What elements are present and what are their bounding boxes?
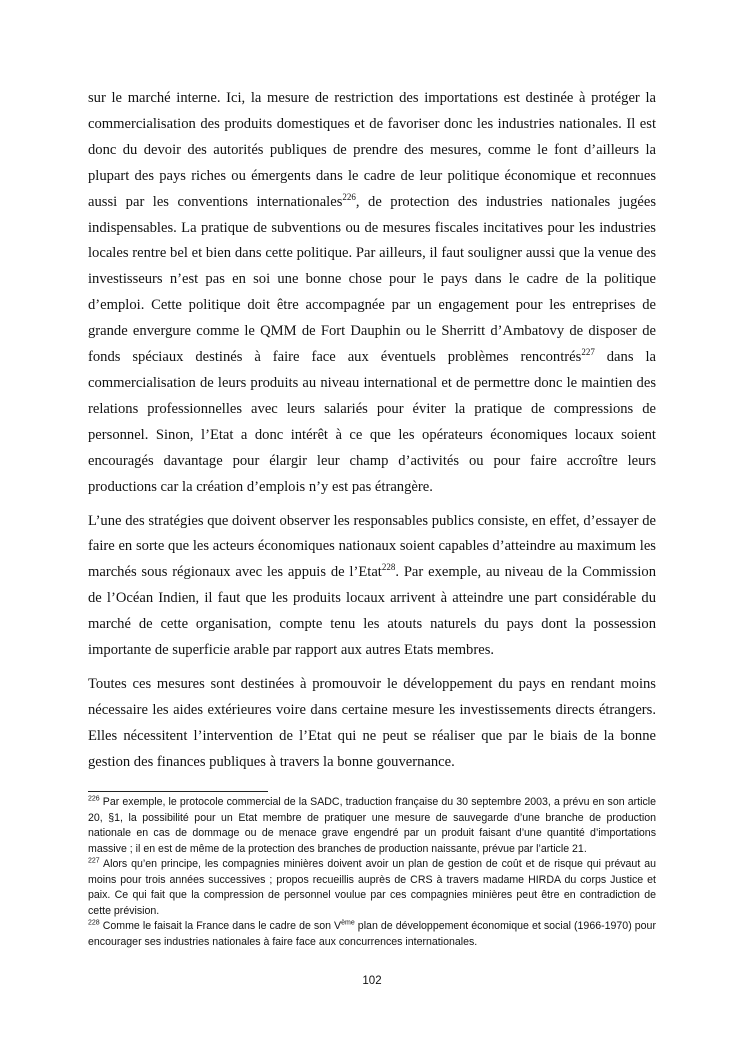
footnote-text-a: Comme le faisait la France dans le cadre de son V [99, 920, 342, 932]
paragraph-3-text: Toutes ces mesures sont destinées à promouvoir le développement du pays en rendant moins nécessaire les aides extérieures voire dans certaine mesure les investissements directs étrangers. Elles nécessitent l’intervention de l’Etat qui ne peut se réaliser que par le biais de la bonne gestion des finances publiques à travers la bonne gouvernance. [88, 675, 656, 770]
paragraph-1-text-c: dans la commercialisation de leurs produits au niveau international et de permettre donc le maintien des relations professionnelles avec leurs salariés pour éviter la pratique de compressions de personnel. Sinon, l’Etat a donc intérêt à ce que les opérateurs économiques locaux soient encouragés davantage pour élargir leur champ d’activités ou pour faire accroître leurs productions car la création d’emplois n’y est pas étrangère. [88, 349, 656, 495]
paragraph-3 [88, 672, 656, 776]
footnote-text-b: plan de développement économique et social (1966-1970) pour encourager ses industries nationales à faire face aux concurrences internationales. [88, 920, 656, 948]
paragraph-2-text-a: L’une des stratégies que doivent observer les responsables publics consiste, en effet, d’essayer de faire en sorte que les acteurs économiques nationaux soient capables d’atteindre au maximum les marchés sous régionaux avec les appuis de l’Etat [88, 512, 656, 581]
footnote-228 [88, 919, 656, 950]
footnote-text: Alors qu’en principe, les compagnies minières doivent avoir un plan de gestion de coût et de risque qui prévaut au moins pour trois années successives ; propos recueillis auprès de CRS à travers madame HIRDA du corps Justice et paix. Ce qui fait que la compression de personnel voulue par ces compagnies minières peut être en contradiction de cette prévision. [88, 858, 656, 917]
ordinal-suffix: ème [341, 919, 355, 927]
paragraph-2-text-b: . Par exemple, au niveau de la Commission de l’Océan Indien, il faut que les produits locaux arrivent à atteindre une part considérable du marché de cette organisation, compte tenu les atouts naturels du pays dont la possession importante de superficie arable par rapport aux autres Etats membres. [88, 564, 657, 659]
paragraph-2 [88, 509, 656, 664]
paragraph-1 [88, 86, 656, 501]
footnote-ref-226[interactable]: 226 [342, 191, 356, 202]
footnote-number: 227 [88, 857, 100, 865]
footnote-number: 228 [88, 919, 100, 927]
footnote-separator [88, 791, 268, 792]
footnote-ref-227[interactable]: 227 [581, 347, 595, 358]
footnote-number: 226 [88, 795, 100, 803]
page-number: 102 [362, 975, 382, 987]
paragraph-1-text-b: , de protection des industries nationales jugées indispensables. La pratique de subventions ou de mesures fiscales incitatives pour les industries locales rentre bel et bien dans cette politique. Par ailleurs, il faut souligner aussi que la venue des investisseurs n’est pas en soi une bonne chose pour le pays dans le cadre de la politique d’emploi. Cette politique doit être accompagnée par un engagement pour les entreprises de grande envergure comme le QMM de Fort Dauphin ou le Sherritt d’Ambatovy de disposer de fonds spéciaux destinés à faire face aux éventuels problèmes rencontrés [88, 193, 657, 366]
footnote-226 [88, 795, 656, 857]
body-text [88, 86, 656, 784]
footnote-227 [88, 857, 656, 919]
footnote-text: Par exemple, le protocole commercial de la SADC, traduction française du 30 septembre 2003, a prévu en son article 20, §1, la possibilité pour un Etat membre de pratiquer une mesure de sauvegarde d’une branche de production nationale en cas de dommage ou de menace grave engendré par un produit faisant d’une quantité d’importations massive ; il en est de même de la protection des branches de production naissante, prévue par l’article 21. [88, 796, 656, 855]
footnote-ref-228[interactable]: 228 [381, 562, 396, 573]
paragraph-1-text-a: sur le marché interne. Ici, la mesure de restriction des importations est destinée à protéger la commercialisation des produits domestiques et de favoriser donc les industries nationales. Il est donc du devoir des autorités publiques de prendre des mesures, comme le font d’ailleurs la plupart des pays riches ou émergents dans le cadre de leur politique économique et reconnues aussi par les conventions internationales [88, 90, 656, 210]
footnotes [88, 795, 656, 950]
